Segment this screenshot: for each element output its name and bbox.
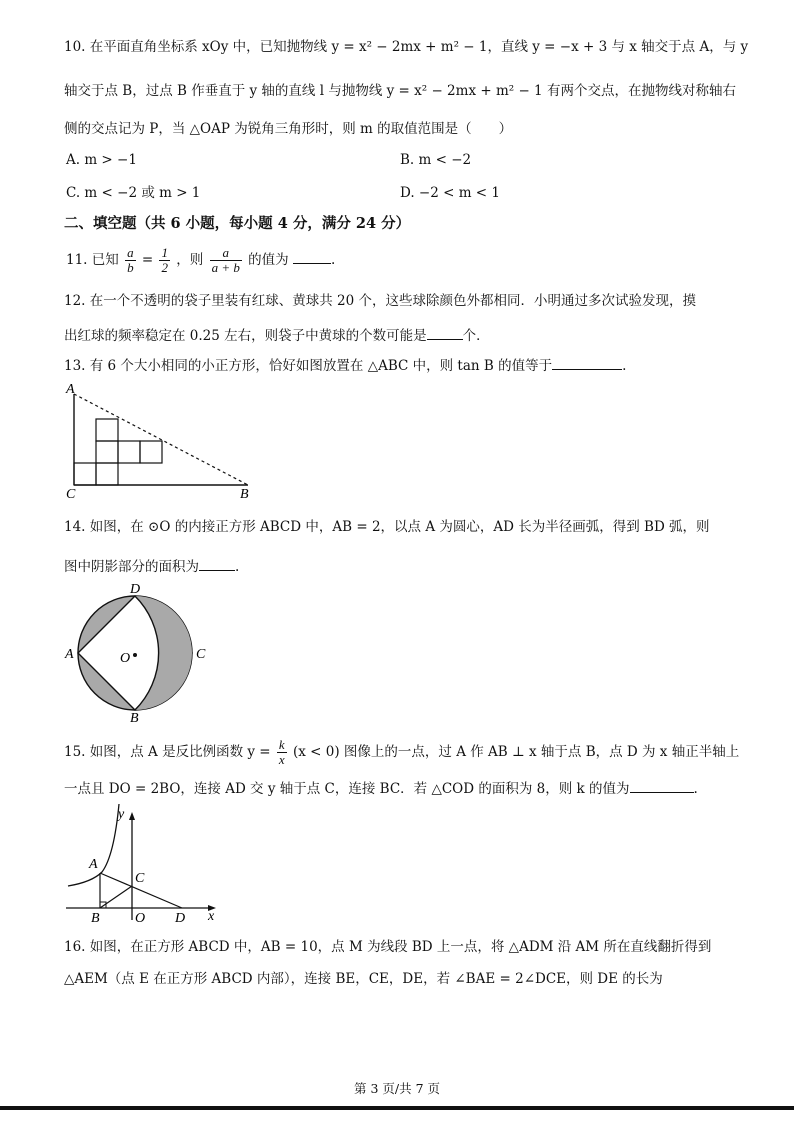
q10-line-3: 侧的交点记为 P，当 △OAP 为锐角三角形时，则 m 的取值范围是（ ）	[64, 121, 513, 137]
frac-den: x	[278, 752, 285, 767]
q14-line-1: 14. 如图，在 ⊙O 的内接正方形 ABCD 中，AB = 2，以点 A 为圆心，AD 长为半径画弧，得到 BD 弧，则	[64, 519, 710, 535]
y-axis-arrow	[129, 812, 135, 820]
answer-blank[interactable]	[427, 325, 463, 340]
q11-frac-a-over-b	[125, 246, 136, 275]
q11-frac-a-over-sum	[210, 246, 242, 275]
bottom-border	[0, 1106, 794, 1110]
hyperbola-curve	[68, 804, 119, 886]
label-b: B	[91, 911, 100, 925]
q10-option-b: B. m < −2	[400, 152, 472, 168]
q14-circle-figure	[62, 580, 222, 725]
segment-bc	[100, 886, 132, 908]
frac-den: a + b	[211, 260, 240, 275]
q13-line	[64, 355, 626, 375]
label-d: D	[130, 582, 141, 597]
q12-line-2-suffix: 个．	[462, 328, 490, 344]
q11-frac-one-half	[159, 246, 170, 275]
label-b: B	[130, 711, 139, 725]
q11-equals: =	[141, 252, 154, 268]
q10-option-d: D. −2 < m < 1	[400, 185, 501, 201]
q15-line-1	[64, 735, 739, 771]
section-title: 二、填空题（共 6 小题，每小题 4 分，满分 24 分）	[64, 215, 411, 232]
center-point	[133, 653, 137, 657]
label-o: O	[135, 911, 146, 925]
frac-den: 2	[161, 260, 168, 275]
q13-text: 13. 有 6 个大小相同的小正方形，恰好如图放置在 △ABC 中，则 tan B 的值等于	[64, 358, 553, 374]
q10-line-1: 10. 在平面直角坐标系 xOy 中，已知抛物线 y = x² − 2mx + m² − 1，直线 y = −x + 3 与 x 轴交于点 A，与 y	[64, 39, 749, 55]
q10-option-c: C. m < −2 或 m > 1	[66, 185, 201, 201]
q12-line-1: 12. 在一个不透明的袋子里装有红球、黄球共 20 个，这些球除颜色外都相同．小明通过多次试验发现，摸	[64, 293, 697, 309]
q15-suffix: (x < 0) 图像上的一点，过 A 作 AB ⊥ x 轴于点 B，点 D 为 x 轴正半轴上	[293, 744, 740, 760]
frac-num: a	[127, 245, 134, 260]
q11-end: .	[330, 252, 336, 268]
label-a: A	[66, 382, 75, 397]
q13-triangle-figure	[62, 382, 262, 500]
q11-mid: ，则	[176, 252, 204, 268]
label-c: C	[135, 871, 145, 886]
frac-num: k	[278, 737, 285, 752]
label-c: C	[196, 647, 206, 662]
answer-blank[interactable]	[552, 355, 622, 370]
q15-end: .	[693, 781, 698, 797]
small-squares	[74, 419, 162, 485]
answer-blank[interactable]	[199, 556, 235, 571]
page-number: 第 3 页/共 7 页	[353, 1081, 440, 1096]
q15-line-2-text: 一点且 DO = 2BO，连接 AD 交 y 轴于点 C，连接 BC．若 △COD 的面积为 8，则 k 的值为	[64, 781, 630, 797]
label-x: x	[208, 909, 215, 924]
q15-frac-k-over-x	[277, 738, 287, 767]
label-c: C	[66, 487, 76, 500]
label-a: A	[89, 857, 98, 872]
answer-blank[interactable]	[630, 778, 694, 793]
q12-line-2	[64, 325, 490, 345]
q14-line-2-text: 图中阴影部分的面积为	[64, 559, 199, 575]
q15-line-2	[64, 778, 698, 798]
label-o: O	[120, 651, 131, 666]
q14-line-2	[64, 556, 239, 576]
q16-line-2: △AEM（点 E 在正方形 ABCD 内部），连接 BE，CE，DE，若 ∠BAE = 2∠DCE，则 DE 的长为	[64, 971, 663, 987]
q11-prefix: 11. 已知	[66, 252, 119, 268]
q11-line	[66, 244, 335, 278]
label-d: D	[175, 911, 186, 925]
label-b: B	[240, 487, 249, 500]
q15-prefix: 15. 如图，点 A 是反比例函数 y =	[64, 744, 271, 760]
answer-blank[interactable]	[293, 249, 331, 264]
side-ab	[74, 394, 248, 485]
q15-coordinate-figure	[62, 800, 232, 925]
q16-line-1: 16. 如图，在正方形 ABCD 中，AB = 10，点 M 为线段 BD 上一点，将 △ADM 沿 AM 所在直线翻折得到	[64, 939, 712, 955]
q10-line-2: 轴交于点 B，过点 B 作垂直于 y 轴的直线 l 与抛物线 y = x² − 2mx + m² − 1 有两个交点，在抛物线对称轴右	[64, 83, 736, 99]
q14-end: .	[235, 559, 240, 575]
q13-end: .	[622, 358, 627, 374]
label-y: y	[118, 807, 125, 822]
frac-num: 1	[161, 245, 168, 260]
q11-suffix: 的值为	[248, 252, 289, 268]
q12-line-2-text: 出红球的频率稳定在 0.25 左右，则袋子中黄球的个数可能是	[64, 328, 427, 344]
q10-option-a: A. m > −1	[66, 152, 137, 168]
frac-num: a	[210, 246, 242, 261]
label-a: A	[65, 647, 74, 662]
frac-den: b	[127, 260, 134, 275]
